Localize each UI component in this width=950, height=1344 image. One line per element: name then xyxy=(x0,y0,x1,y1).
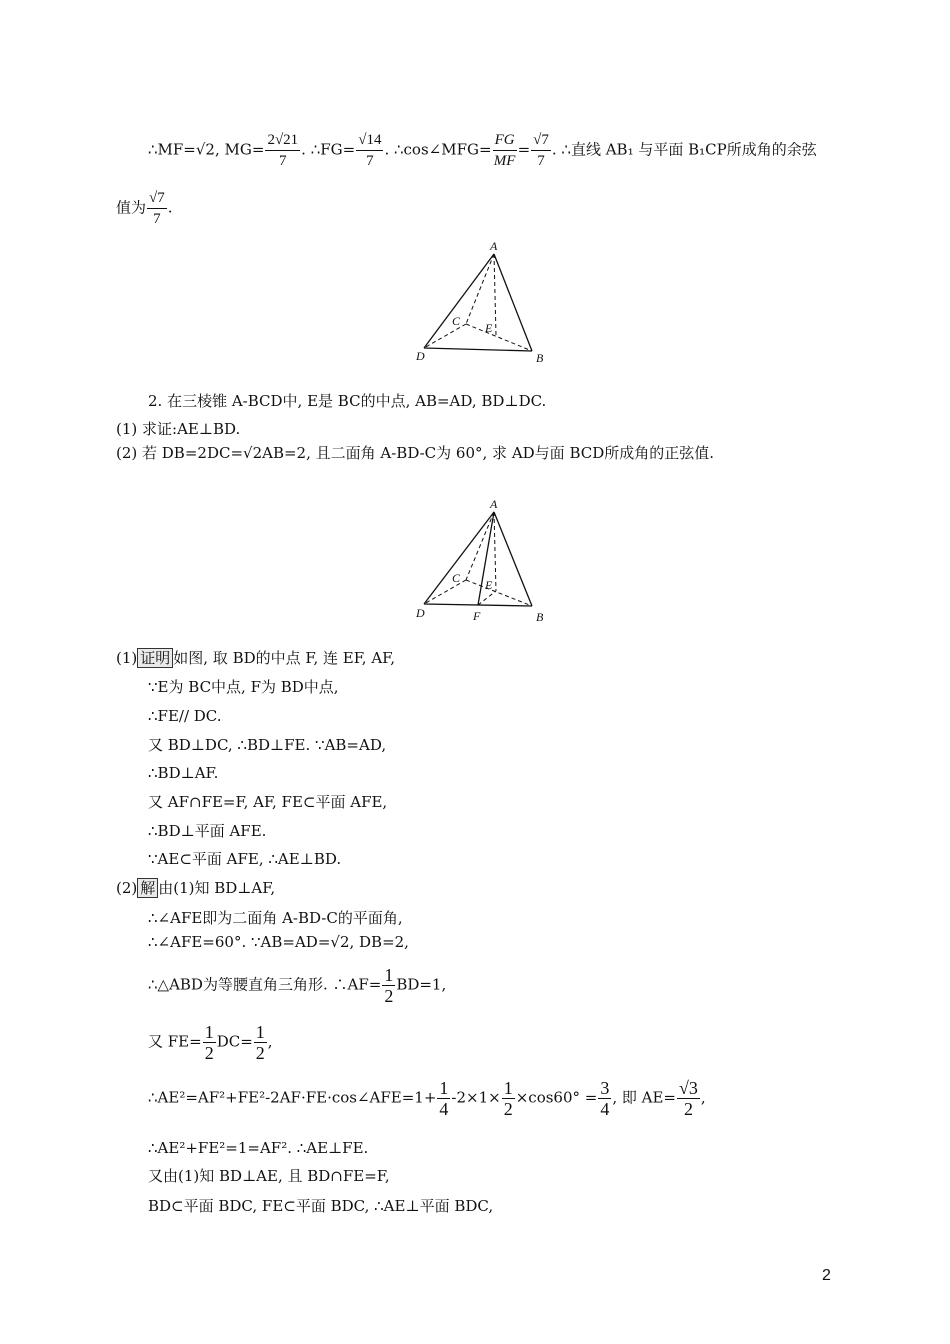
proof-step-6: ∴BD⊥平面 AFE. xyxy=(148,822,267,840)
label-f: F xyxy=(473,609,481,623)
solution-step-7: 又由(1)知 BD⊥AE, 且 BD∩FE=F, xyxy=(148,1167,390,1185)
label-e: E xyxy=(485,578,493,592)
proof-heading xyxy=(116,648,395,668)
label-e: E xyxy=(485,321,493,335)
page-number: 2 xyxy=(822,1267,831,1284)
solution-step-8: BD⊂平面 BDC, FE⊂平面 BDC, ∴AE⊥平面 BDC, xyxy=(148,1197,494,1215)
solution-heading xyxy=(116,878,275,898)
frac-mg: $\frac{2√21}{7}$ xyxy=(267,132,299,169)
edge-cb xyxy=(466,324,532,351)
intro-line-2 xyxy=(116,188,173,229)
proof-step-5: 又 AF∩FE=F, AF, FE⊂平面 AFE, xyxy=(148,793,388,811)
solution-step-4: 又 FE= $\frac{1}{2}$ DC= $\frac{1}{2}$ , xyxy=(148,1022,273,1063)
proof-step-3: 又 BD⊥DC, ∴BD⊥FE. ∵AB=AD, xyxy=(148,736,387,754)
question-1: (1) 求证:AE⊥BD. xyxy=(116,420,241,438)
solution-intro: 由(1)知 BD⊥AF, xyxy=(158,879,276,897)
frac-root3-half: $\frac{√3}{2}$ xyxy=(679,1078,698,1119)
frac-value: $\frac{√7}{7}$ xyxy=(149,190,165,227)
label-b: B xyxy=(536,351,544,365)
proof-prefix: (1) xyxy=(116,649,138,667)
intro-line-1 xyxy=(148,130,817,171)
frac-quarter: $\frac{1}{4}$ xyxy=(439,1078,449,1119)
intro-text-b: . ∴FG= xyxy=(301,140,356,159)
solution-prefix: (2) xyxy=(116,879,138,897)
label-d: D xyxy=(416,606,425,620)
proof-step-2: ∴FE// DC. xyxy=(148,707,222,725)
intro-text-d: = xyxy=(517,140,531,159)
edge-db xyxy=(424,348,532,351)
tetrahedron-figure-2 xyxy=(410,496,550,628)
proof-step-1: ∵E为 BC中点, F为 BD中点, xyxy=(148,678,339,696)
edge-ae xyxy=(494,254,496,335)
intro-text-a: ∴MF=√2, MG= xyxy=(148,140,265,159)
frac-half: $\frac{1}{2}$ xyxy=(384,965,394,1006)
solution-step-5: ∴AE²=AF²+FE²-2AF·FE·cos∠AFE=1+ $\frac{1}{4}$ -2×1× $\frac{1}{2}$ ×cos60° = $\frac{3}{4}$ , 即 AE= $\frac{√3}{2}$ , xyxy=(148,1078,706,1119)
edge-ae xyxy=(494,512,496,591)
intro-text-c: . ∴cos∠MFG= xyxy=(384,140,492,159)
label-a: A xyxy=(490,497,498,511)
solution-step-1: ∴∠AFE即为二面角 A-BD-C的平面角, xyxy=(148,909,403,927)
solution-step-2: ∴∠AFE=60°. ∵AB=AD=√2, DB=2, xyxy=(148,933,409,951)
intro-text-g: . xyxy=(167,198,173,217)
label-c: C xyxy=(452,314,461,328)
edge-ac xyxy=(466,512,494,580)
problem-title: 2. 在三棱锥 A-BCD中, E是 BC的中点, AB=AD, BD⊥DC. xyxy=(148,392,547,410)
frac-three-quarters: $\frac{3}{4}$ xyxy=(600,1078,610,1119)
edge-cb xyxy=(466,580,532,606)
solution-step-3: ∴△ABD为等腰直角三角形. ∴AF= $\frac{1}{2}$ BD=1, xyxy=(148,965,447,1006)
label-d: D xyxy=(416,349,425,363)
edge-ad xyxy=(424,512,494,604)
frac-fg: $\frac{√14}{7}$ xyxy=(358,132,382,169)
proof-tag: 证明 xyxy=(137,648,173,668)
question-2: (2) 若 DB=2DC=√2AB=2, 且二面角 A-BD-C为 60°, 求 AD与面 BCD所成角的正弦值. xyxy=(116,444,715,462)
intro-text-e: . ∴直线 AB₁ 与平面 B₁CP所成角的余弦 xyxy=(551,140,817,159)
frac-half-2: $\frac{1}{2}$ xyxy=(255,1022,265,1063)
edge-ad xyxy=(424,254,494,348)
label-c: C xyxy=(452,571,461,585)
tetrahedron-figure-1 xyxy=(410,238,550,368)
frac-half-3: $\frac{1}{2}$ xyxy=(503,1078,513,1119)
solution-tag: 解 xyxy=(137,878,158,898)
frac-half-1: $\frac{1}{2}$ xyxy=(204,1022,214,1063)
frac-cos: $\frac{FG}{MF}$ xyxy=(493,132,516,169)
proof-step-4: ∴BD⊥AF. xyxy=(148,764,219,782)
edge-ab xyxy=(494,512,532,606)
solution-step-6: ∴AE²+FE²=1=AF². ∴AE⊥FE. xyxy=(148,1139,369,1157)
edge-ac xyxy=(466,254,494,324)
label-b: B xyxy=(536,610,544,624)
edge-ab xyxy=(494,254,532,351)
frac-cos-value: $\frac{√7}{7}$ xyxy=(533,132,549,169)
proof-step-7: ∵AE⊂平面 AFE, ∴AE⊥BD. xyxy=(148,850,342,868)
intro-text-f: 值为 xyxy=(116,198,147,217)
proof-intro: 如图, 取 BD的中点 F, 连 EF, AF, xyxy=(173,649,395,667)
label-a: A xyxy=(490,239,498,253)
